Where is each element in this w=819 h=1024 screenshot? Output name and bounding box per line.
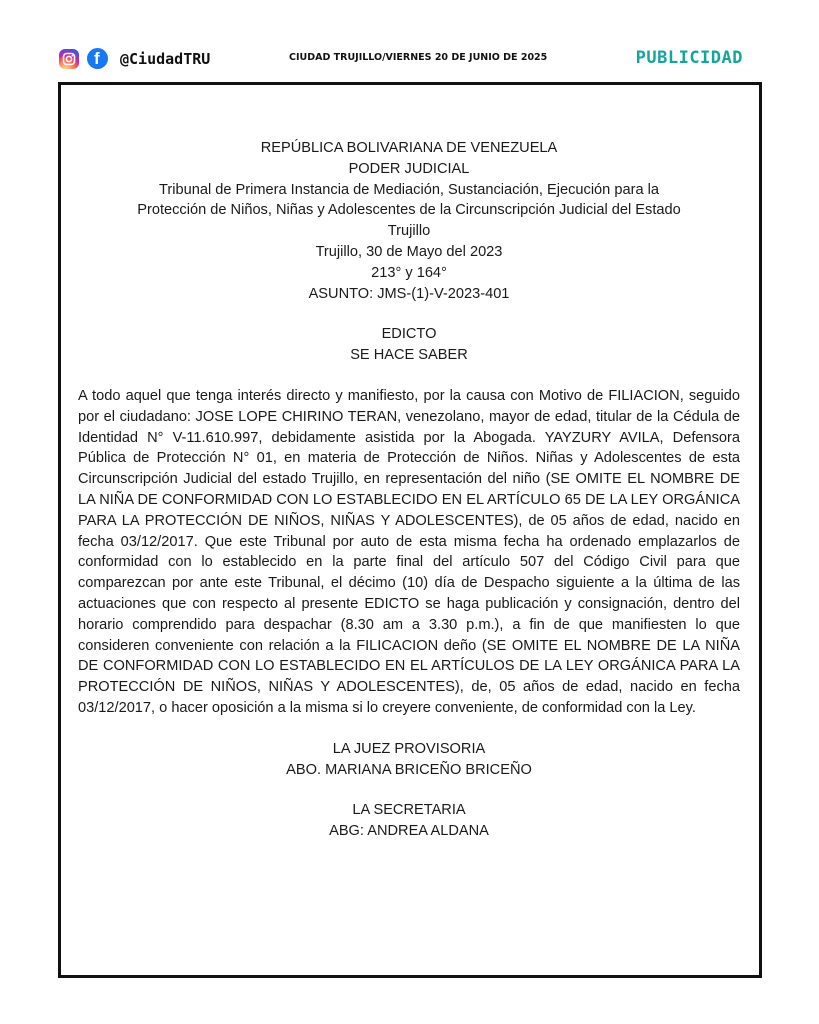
heading-line: REPÚBLICA BOLIVARIANA DE VENEZUELA [260, 140, 558, 156]
heading-line: Tribunal de Primera Instancia de Mediación, Sustanciación, Ejecución para la [159, 181, 659, 198]
heading-line: Trujillo [387, 223, 431, 240]
social-links [59, 48, 210, 69]
heading-line: 213° y 164° [371, 264, 447, 281]
secretary-name: ABG: ANDREA ALDANA [329, 823, 489, 840]
heading-line: ASUNTO: JMS-(1)-V-2023-401 [308, 285, 510, 302]
section-tag: PUBLICIDAD [635, 48, 743, 68]
heading-line: PODER JUDICIAL [348, 160, 470, 177]
page-header [0, 0, 819, 80]
notice-content [78, 138, 740, 842]
social-handle[interactable]: @CiudadTRU [120, 49, 211, 68]
notice-body: A todo aquel que tenga interés directo y manifiesto, por la causa con Motivo de FILIACION, seguido por el ciudadano: JOSE LOPE CHIRINO TERAN, venezolano, mayor de edad, titular de la Cédula de Identidad N° V-11.610.997, debidamente asistida por la Abogada. YAYZURY AVILA, Defensora Pública de Protección N° 01, en materia de Protección de Niños. Niñas y Adolescentes de esta Circunscripción Judicial del estado Trujillo, en representación del niño (SE OMITE EL NOMBRE DE LA NIÑA DE CONFORMIDAD CON LO ESTABLECIDO EN EL ARTÍCULO 65 DE LA LEY ORGÁNICA PARA LA PROTECCIÓN DE NIÑOS, NIÑAS Y ADOLESCENTES), de 05 años de edad, nacido en fecha 03/12/2017. Que este Tribunal por auto de esta misma fecha ha ordenado emplazarlos de conformidad con lo establecido en la parte final del artículo 507 del Código Civil para que comparezcan por ante este Tribunal, el décimo (10) día de Despacho siguiente a la última de las actuaciones que con respecto al presente EDICTO se haga publicación y consignación, dentro del horario comprendido para despachar (8.30 am a 3.30 p.m.), a fin de que manifiesten lo que consideren conveniente con relación a la FILICACION deño (SE OMITE EL NOMBRE DE LA NIÑA DE CONFORMIDAD CON LO ESTABLECIDO EN EL ARTÍCULOS DE LA LEY ORGÁNICA PARA LA PROTECCIÓN DE NIÑOS, NIÑAS Y ADOLESCENTES), de, 05 años de edad, nacido en fecha 03/12/2017, o hacer oposición a la misma si lo creyere conveniente, de conformidad con la Ley. [78, 387, 740, 716]
heading-line: Trujillo, 30 de Mayo del 2023 [315, 243, 503, 260]
facebook-icon[interactable]: f [87, 48, 108, 69]
judge-name: ABO. MARIANA BRICEÑO BRICEÑO [286, 761, 532, 778]
notice-title: EDICTO [381, 326, 437, 343]
secretary-role: LA SECRETARIA [352, 802, 466, 819]
judge-role: LA JUEZ PROVISORIA [332, 740, 486, 757]
dateline: CIUDAD TRUJILLO/VIERNES 20 DE JUNIO DE 2025 [289, 52, 548, 63]
instagram-icon[interactable] [59, 49, 79, 69]
notice-subtitle: SE HACE SABER [350, 347, 468, 364]
heading-line: Protección de Niños, Niñas y Adolescentes de la Circunscripción Judicial del Estado [137, 202, 681, 219]
notice-heading [78, 138, 740, 304]
